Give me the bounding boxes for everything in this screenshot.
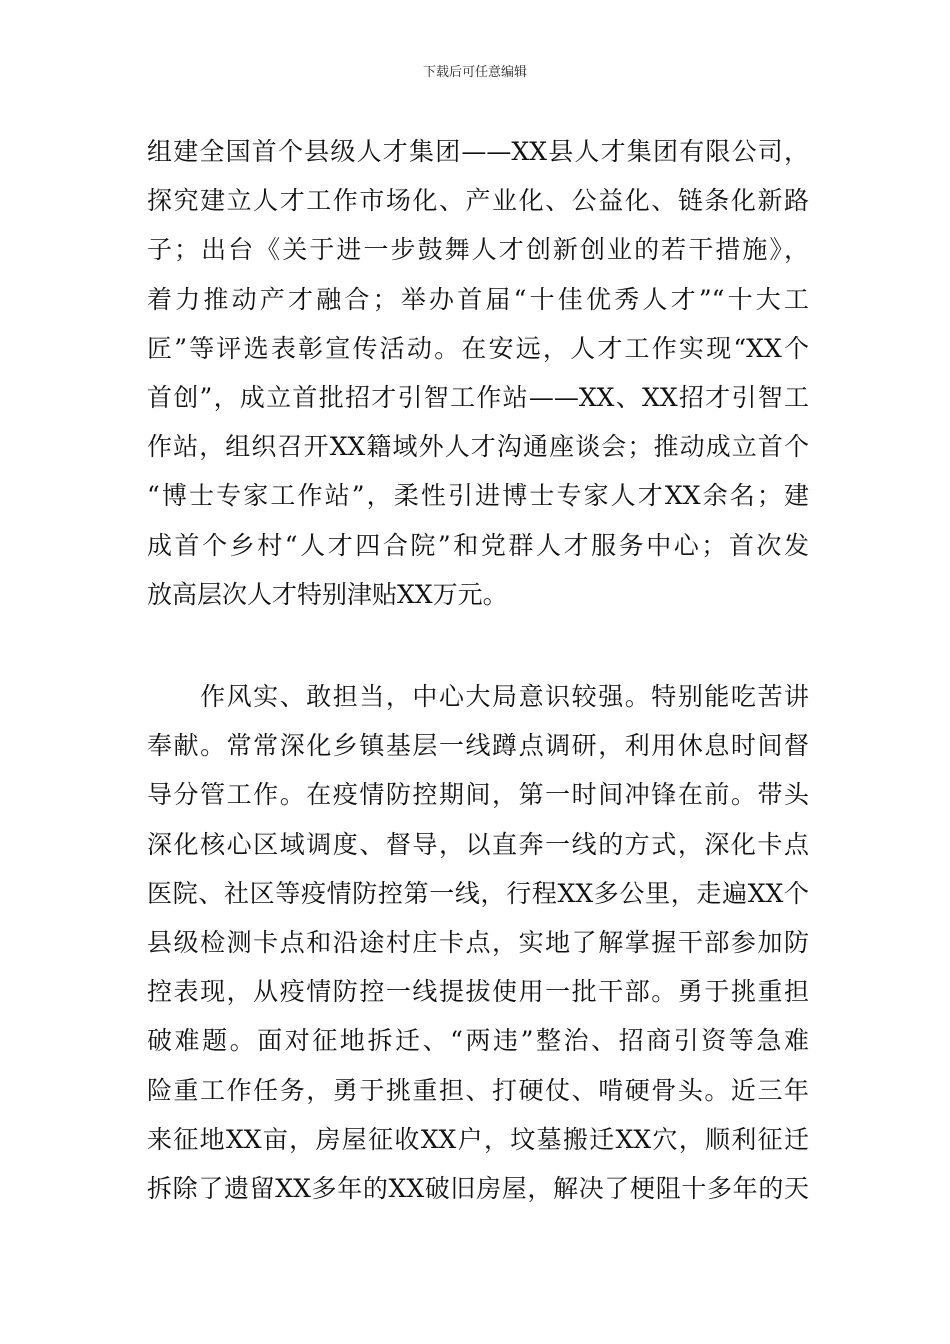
text-line: 医院、社区等疫情防控第一线，行程XX多公里，走遍XX个 — [147, 878, 809, 908]
text-line: 导分管工作。在疫情防控期间，第一时间冲锋在前。带头 — [147, 780, 809, 810]
text-line: 着力推动产才融合；举办首届“十佳优秀人才”“十大工 — [147, 284, 809, 314]
text-line: 控表现，从疫情防控一线提拔使用一批干部。勇于挑重担 — [147, 977, 809, 1007]
paragraph-talent-group — [147, 127, 809, 619]
text-line: 拆除了遗留XX多年的XX破旧房屋，解决了梗阻十多年的天 — [147, 1173, 809, 1203]
text-line: 奉献。常常深化乡镇基层一线蹲点调研，利用休息时间督 — [147, 731, 809, 761]
text-line: 子；出台《关于进一步鼓舞人才创新创业的若干措施》， — [147, 235, 809, 265]
text-line: 探究建立人才工作市场化、产业化、公益化、链条化新路 — [147, 186, 809, 216]
text-line: 成首个乡村“人才四合院”和党群人才服务中心；首次发 — [147, 530, 809, 560]
text-line: 作站，组织召开XX籍域外人才沟通座谈会；推动成立首个 — [147, 432, 809, 462]
text-line: “博士专家工作站”，柔性引进博士专家人才XX余名；建 — [147, 481, 809, 511]
page-header: 下载后可任意编辑 — [422, 65, 527, 80]
text-line: 来征地XX亩，房屋征收XX户，坟墓搬迁XX穴，顺利征迁 — [147, 1124, 809, 1154]
text-line: 作风实、敢担当，中心大局意识较强。特别能吃苦讲 — [147, 682, 809, 711]
text-line: 深化核心区域调度、督导，以直奔一线的方式，深化卡点 — [147, 829, 809, 859]
text-line: 首创”，成立首批招才引智工作站——XX、XX招才引智工 — [147, 382, 809, 412]
text-line: 匠”等评选表彰宣传活动。在安远，人才工作实现“XX个 — [147, 333, 809, 363]
paragraph-work-style — [147, 672, 809, 1213]
text-line: 险重工作任务，勇于挑重担、打硬仗、啃硬骨头。近三年 — [147, 1075, 809, 1105]
text-line: 县级检测卡点和沿途村庄卡点，实地了解掌握干部参加防 — [147, 927, 809, 957]
text-line: 放高层次人才特别津贴XX万元。 — [147, 579, 508, 609]
text-line: 组建全国首个县级人才集团——XX县人才集团有限公司， — [147, 137, 809, 166]
text-line: 破难题。面对征地拆迁、“两违”整治、招商引资等急难 — [147, 1026, 809, 1056]
